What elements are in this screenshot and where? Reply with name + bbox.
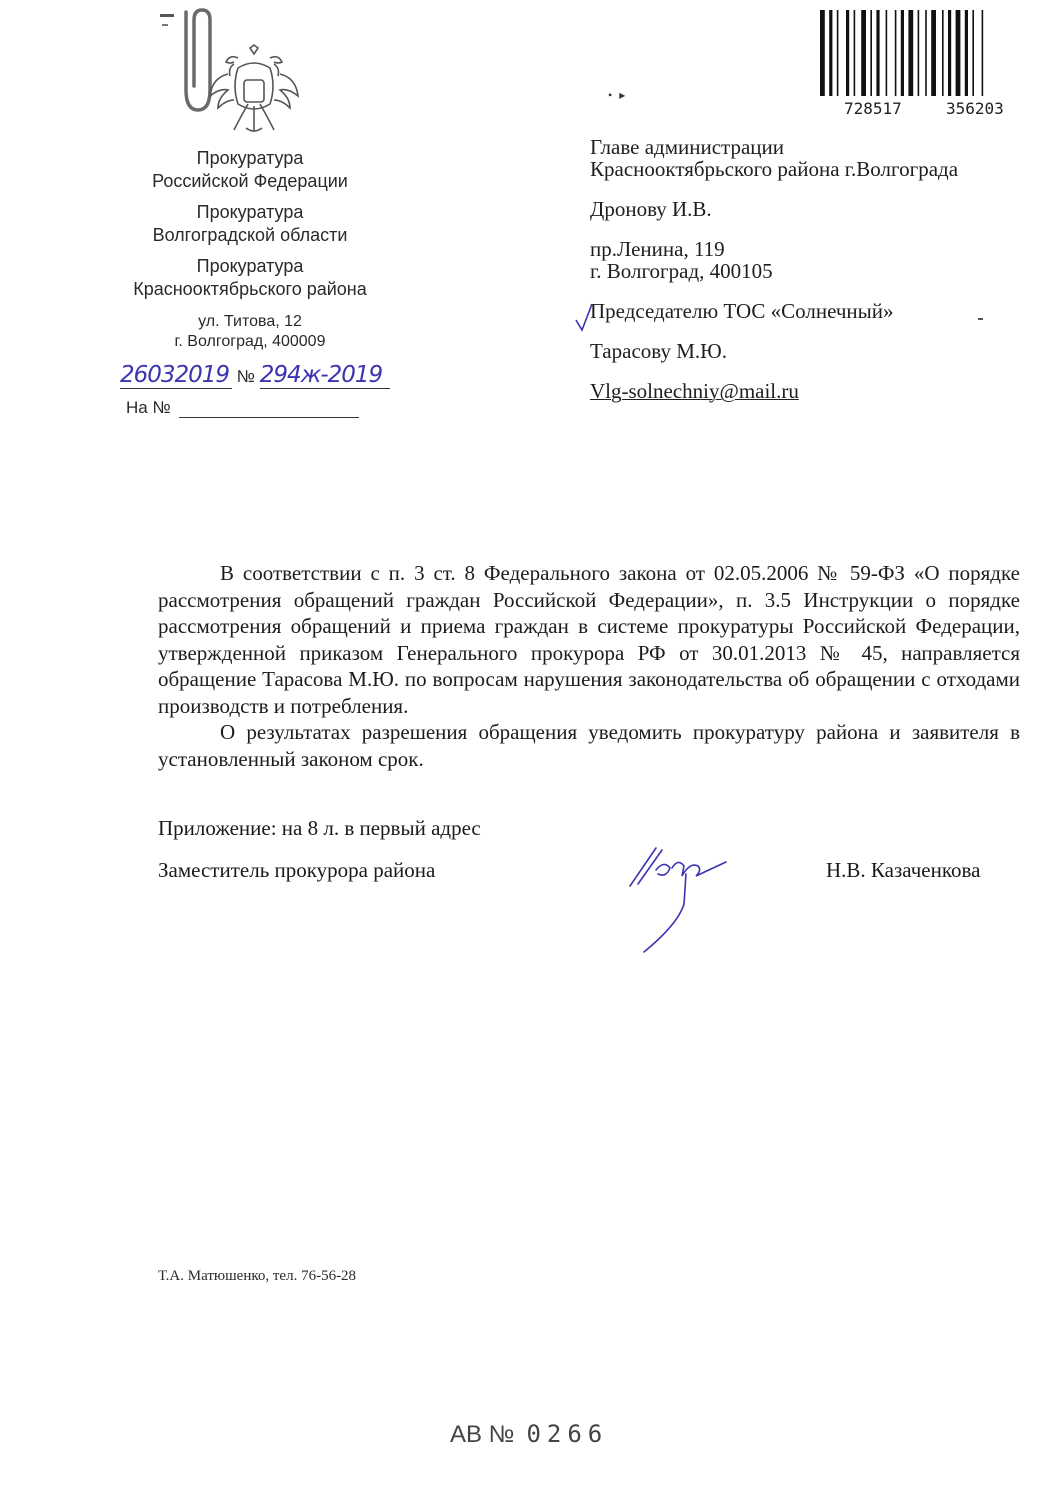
addressee-line: г. Волгоград, 400105 xyxy=(590,259,773,283)
registration-number: 294ж-2019 xyxy=(259,362,383,388)
coat-of-arms-icon xyxy=(208,44,300,140)
addressee-line: Краснооктябрьского района г.Волгограда xyxy=(590,157,959,181)
reply-blank-line xyxy=(179,403,359,418)
reply-reference xyxy=(126,398,359,418)
executor-contact: Т.А. Матюшенко, тел. 76-56-28 xyxy=(158,1268,357,1284)
stray-mark xyxy=(978,318,983,320)
org-line: Прокуратура xyxy=(196,256,304,276)
signer-name: Н.В. Казаченкова xyxy=(826,858,981,882)
form-serial-number xyxy=(450,1420,608,1449)
org-line: Прокуратура xyxy=(196,148,304,168)
addressee-block xyxy=(590,136,958,402)
signer-title: Заместитель прокурора района xyxy=(158,858,436,882)
barcode-right-number: 356203 xyxy=(946,99,1004,118)
addressee-line: Председателю ТОС «Солнечный» xyxy=(590,299,894,323)
serial-label: АВ № xyxy=(450,1421,515,1448)
org-line: Российской Федерации xyxy=(152,171,348,191)
addressee-line: Дронову И.В. xyxy=(590,197,712,221)
barcode xyxy=(818,10,1030,120)
registration-line xyxy=(120,362,420,392)
appendix-note: Приложение: на 8 л. в первый адрес xyxy=(158,816,481,840)
org-line: Краснооктябрьского района xyxy=(133,279,367,299)
organization-address xyxy=(130,312,370,352)
addressee-line: Тарасову М.Ю. xyxy=(590,339,727,363)
addressee-line: Главе администрации xyxy=(590,135,785,159)
registration-date: 26032019 xyxy=(120,362,230,388)
org-line: Волгоградской области xyxy=(152,225,348,245)
scan-mark: • ▸ xyxy=(608,88,628,102)
addressee-line: пр.Ленина, 119 xyxy=(590,237,725,261)
check-mark-icon xyxy=(574,302,596,332)
address-line: ул. Титова, 12 xyxy=(198,313,302,330)
letter-body xyxy=(158,560,1020,772)
barcode-left-number: 728517 xyxy=(844,99,902,118)
number-label: № xyxy=(236,367,255,386)
reply-label: На № xyxy=(126,398,171,417)
addressee-email[interactable]: Vlg-solnechniy@mail.ru xyxy=(590,379,799,403)
address-line: г. Волгоград, 400009 xyxy=(174,333,326,350)
body-paragraph: В соответствии с п. 3 ст. 8 Федерального закона от 02.05.2006 № 59-ФЗ «О порядке рассмотрения обращений граждан Российской Федерации», п. 3.5 Инструкции о порядке рассмотрения обращений и приема граждан в системе прокуратуры Российской Федерации, утвержденной приказом Генерального прокурора РФ от 30.01.2013 № 45, направляется обращение Тарасова М.Ю. по вопросам нарушения законодательства об обращении с отходами производств и потребления. xyxy=(158,561,1020,718)
body-paragraph: О результатах разрешения обращения уведомить прокуратуру района и заявителя в установленный законом срок. xyxy=(158,720,1020,771)
signature-mark xyxy=(616,840,736,955)
serial-number: 0266 xyxy=(526,1420,609,1448)
org-line: Прокуратура xyxy=(196,202,304,222)
organization-name xyxy=(105,147,395,301)
